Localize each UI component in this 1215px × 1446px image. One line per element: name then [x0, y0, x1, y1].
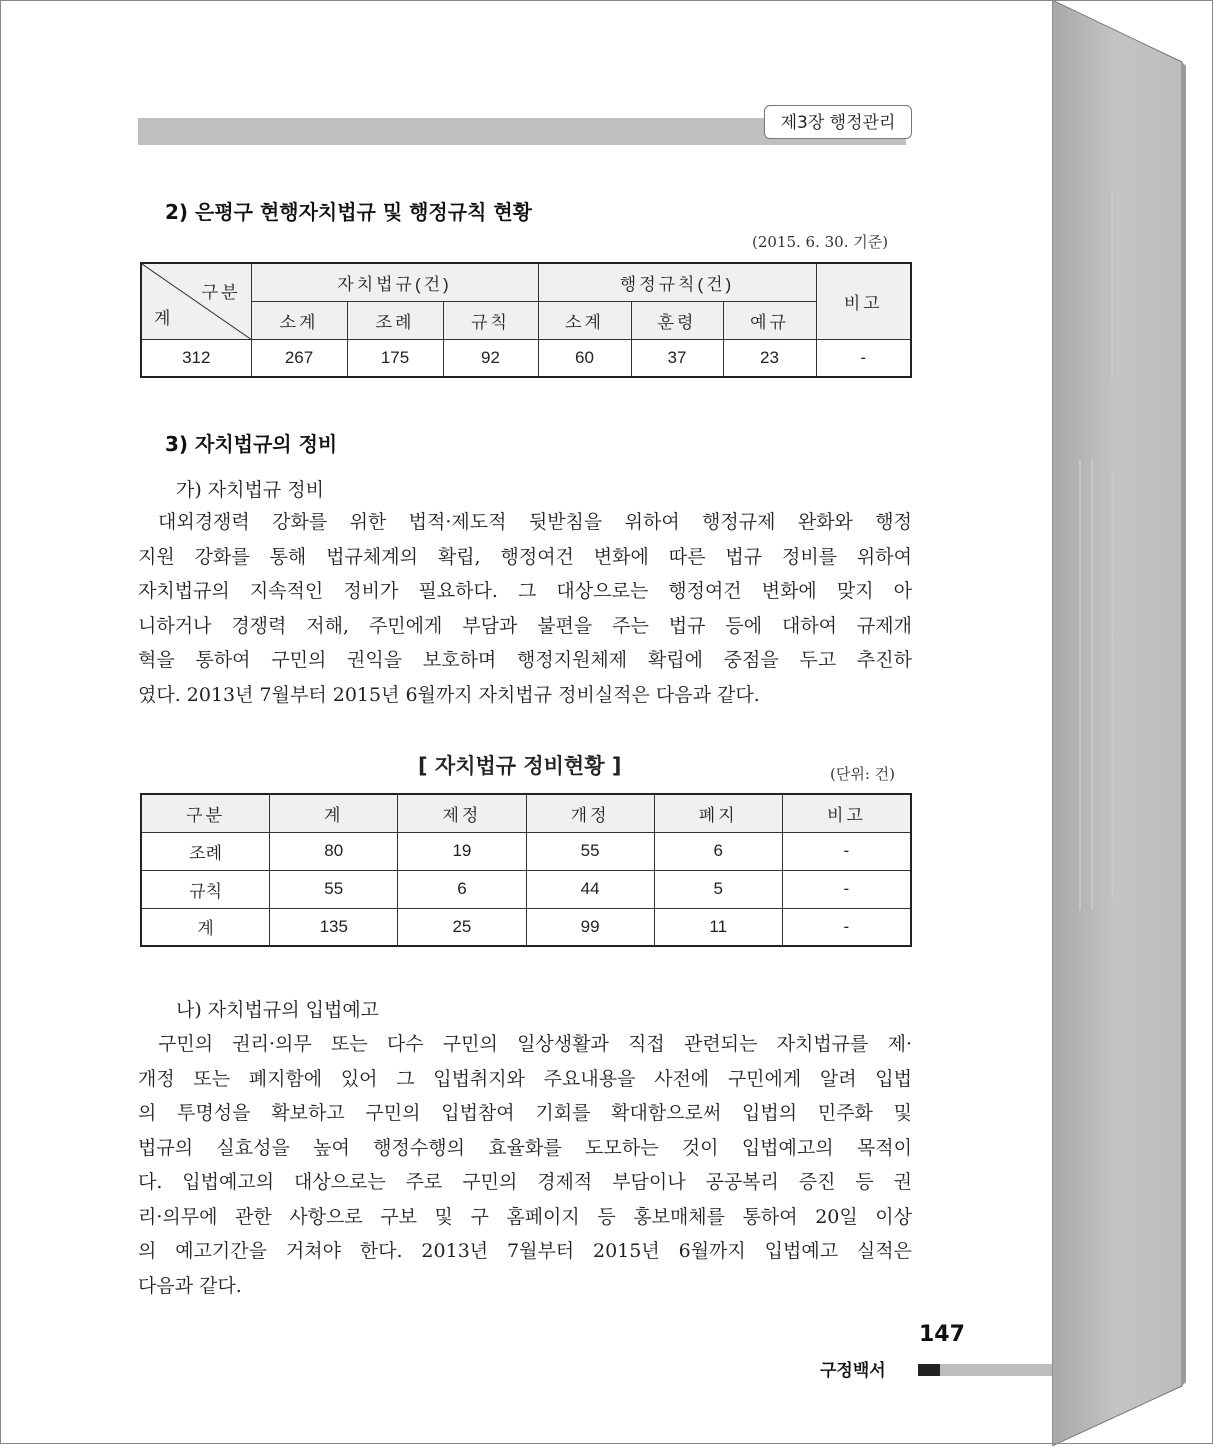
table-cell: 92 [443, 339, 538, 377]
table-header: 계 [270, 794, 398, 832]
table-cell: 계 [141, 908, 270, 946]
group-header-bylaws: 자치법규(건) [251, 263, 538, 301]
sub-header: 규칙 [443, 301, 538, 339]
paragraph-line: 의 예고기간을 거쳐야 한다. 2013년 7월부터 2015년 6월까지 입법예고 실적은 [138, 1240, 912, 1262]
table-header: 구분 [141, 794, 270, 832]
date-note: (2015. 6. 30. 기준) [752, 233, 889, 251]
sub-header: 소계 [251, 301, 347, 339]
paragraph-line: 개정 또는 폐지함에 있어 그 입법취지와 주요내용을 사전에 구민에게 알려 입법 [138, 1067, 912, 1090]
corner-bottom-label: 계 [154, 309, 171, 328]
table-header: 제정 [398, 794, 526, 832]
table-header: 폐지 [654, 794, 782, 832]
section-2-title: 2) 은평구 현행자치법규 및 행정규칙 현황 [165, 200, 532, 224]
table-cell: 267 [251, 339, 347, 377]
table-cell: 규칙 [141, 870, 270, 908]
table-cell: - [782, 908, 911, 946]
paragraph-line: 자치법규의 지속적인 정비가 필요하다. 그 대상으로는 행정여건 변화에 맞지 아 [138, 580, 912, 602]
paragraph-line: 법규의 실효성을 높여 행정수행의 효율화를 도모하는 것이 입법예고의 목적이 [138, 1136, 912, 1159]
table-cell: - [782, 870, 911, 908]
sub-header: 예규 [723, 301, 816, 339]
table-cell: 99 [526, 908, 654, 946]
paragraph-line: 다. 입법예고의 대상으로는 주로 구민의 경제적 부담이나 공공복리 증진 등 권 [138, 1171, 912, 1193]
subsection-b-title: 나) 자치법규의 입법예고 [176, 999, 380, 1021]
table-cell: 60 [538, 339, 631, 377]
table-cell: 6 [654, 832, 782, 870]
paragraph-line: 지원 강화를 통해 법규체계의 확립, 행정여건 변화에 따른 법규 정비를 위하여 [138, 545, 912, 568]
chapter-tab: 제3장 행정관리 [764, 105, 912, 139]
table-cell: 23 [723, 339, 816, 377]
table-header: 개정 [526, 794, 654, 832]
table-cell: 312 [141, 339, 251, 377]
paragraph-line: 리·의무에 관한 사항으로 구보 및 구 홈페이지 등 홍보매체를 통하여 20일 이상 [138, 1205, 912, 1228]
paragraph-line: 구민의 권리·의무 또는 다수 구민의 일상생활과 직접 관련되는 자치법규를 제· [158, 1033, 912, 1055]
sub-header: 조례 [347, 301, 443, 339]
table-cell: 55 [526, 832, 654, 870]
paragraph-line: 니하거나 경쟁력 저해, 주민에게 부담과 불편을 주는 법규 등에 대하여 규제개 [138, 614, 912, 637]
table-header: 비고 [782, 794, 911, 832]
table-cell: 55 [270, 870, 398, 908]
table-cell: 135 [270, 908, 398, 946]
table-cell: 19 [398, 832, 526, 870]
book-title: 구정백서 [820, 1361, 886, 1381]
table-cell: 25 [398, 908, 526, 946]
table2-unit: (단위: 건) [830, 765, 895, 783]
sub-header: 훈령 [631, 301, 723, 339]
subsection-a-title: 가) 자치법규 정비 [176, 479, 324, 501]
table-cell: 6 [398, 870, 526, 908]
table-cell: 175 [347, 339, 443, 377]
section-3-title: 3) 자치법규의 정비 [165, 432, 338, 456]
table-cell: 80 [270, 832, 398, 870]
table-cell: 37 [631, 339, 723, 377]
table-cell: 44 [526, 870, 654, 908]
sub-header: 소계 [538, 301, 631, 339]
table-cell: - [782, 832, 911, 870]
paragraph-line: 다음과 같다. [138, 1274, 242, 1297]
header-remarks: 비고 [816, 263, 911, 339]
table-cell: 조례 [141, 832, 270, 870]
table2-title: [ 자치법규 정비현황 ] [418, 754, 622, 778]
paragraph-line: 였다. 2013년 7월부터 2015년 6월까지 자치법규 정비실적은 다음과 같다. [138, 683, 760, 706]
paragraph-line: 의 투명성을 확보하고 구민의 입법참여 기회를 확대함으로써 입법의 민주화 및 [138, 1102, 912, 1124]
paragraph-line: 대외경쟁력 강화를 위한 법적·제도적 뒷받침을 위하여 행정규제 완화와 행정 [158, 511, 912, 533]
table-cell: - [816, 339, 911, 377]
paragraph-line: 혁을 통하여 구민의 권익을 보호하며 행정지원체제 확립에 중점을 두고 추진하 [138, 649, 912, 671]
table-cell: 11 [654, 908, 782, 946]
table-cell: 5 [654, 870, 782, 908]
group-header-admin: 행정규칙(건) [538, 263, 816, 301]
page-number: 147 [919, 1322, 965, 1347]
corner-top-label: 구분 [201, 283, 241, 302]
